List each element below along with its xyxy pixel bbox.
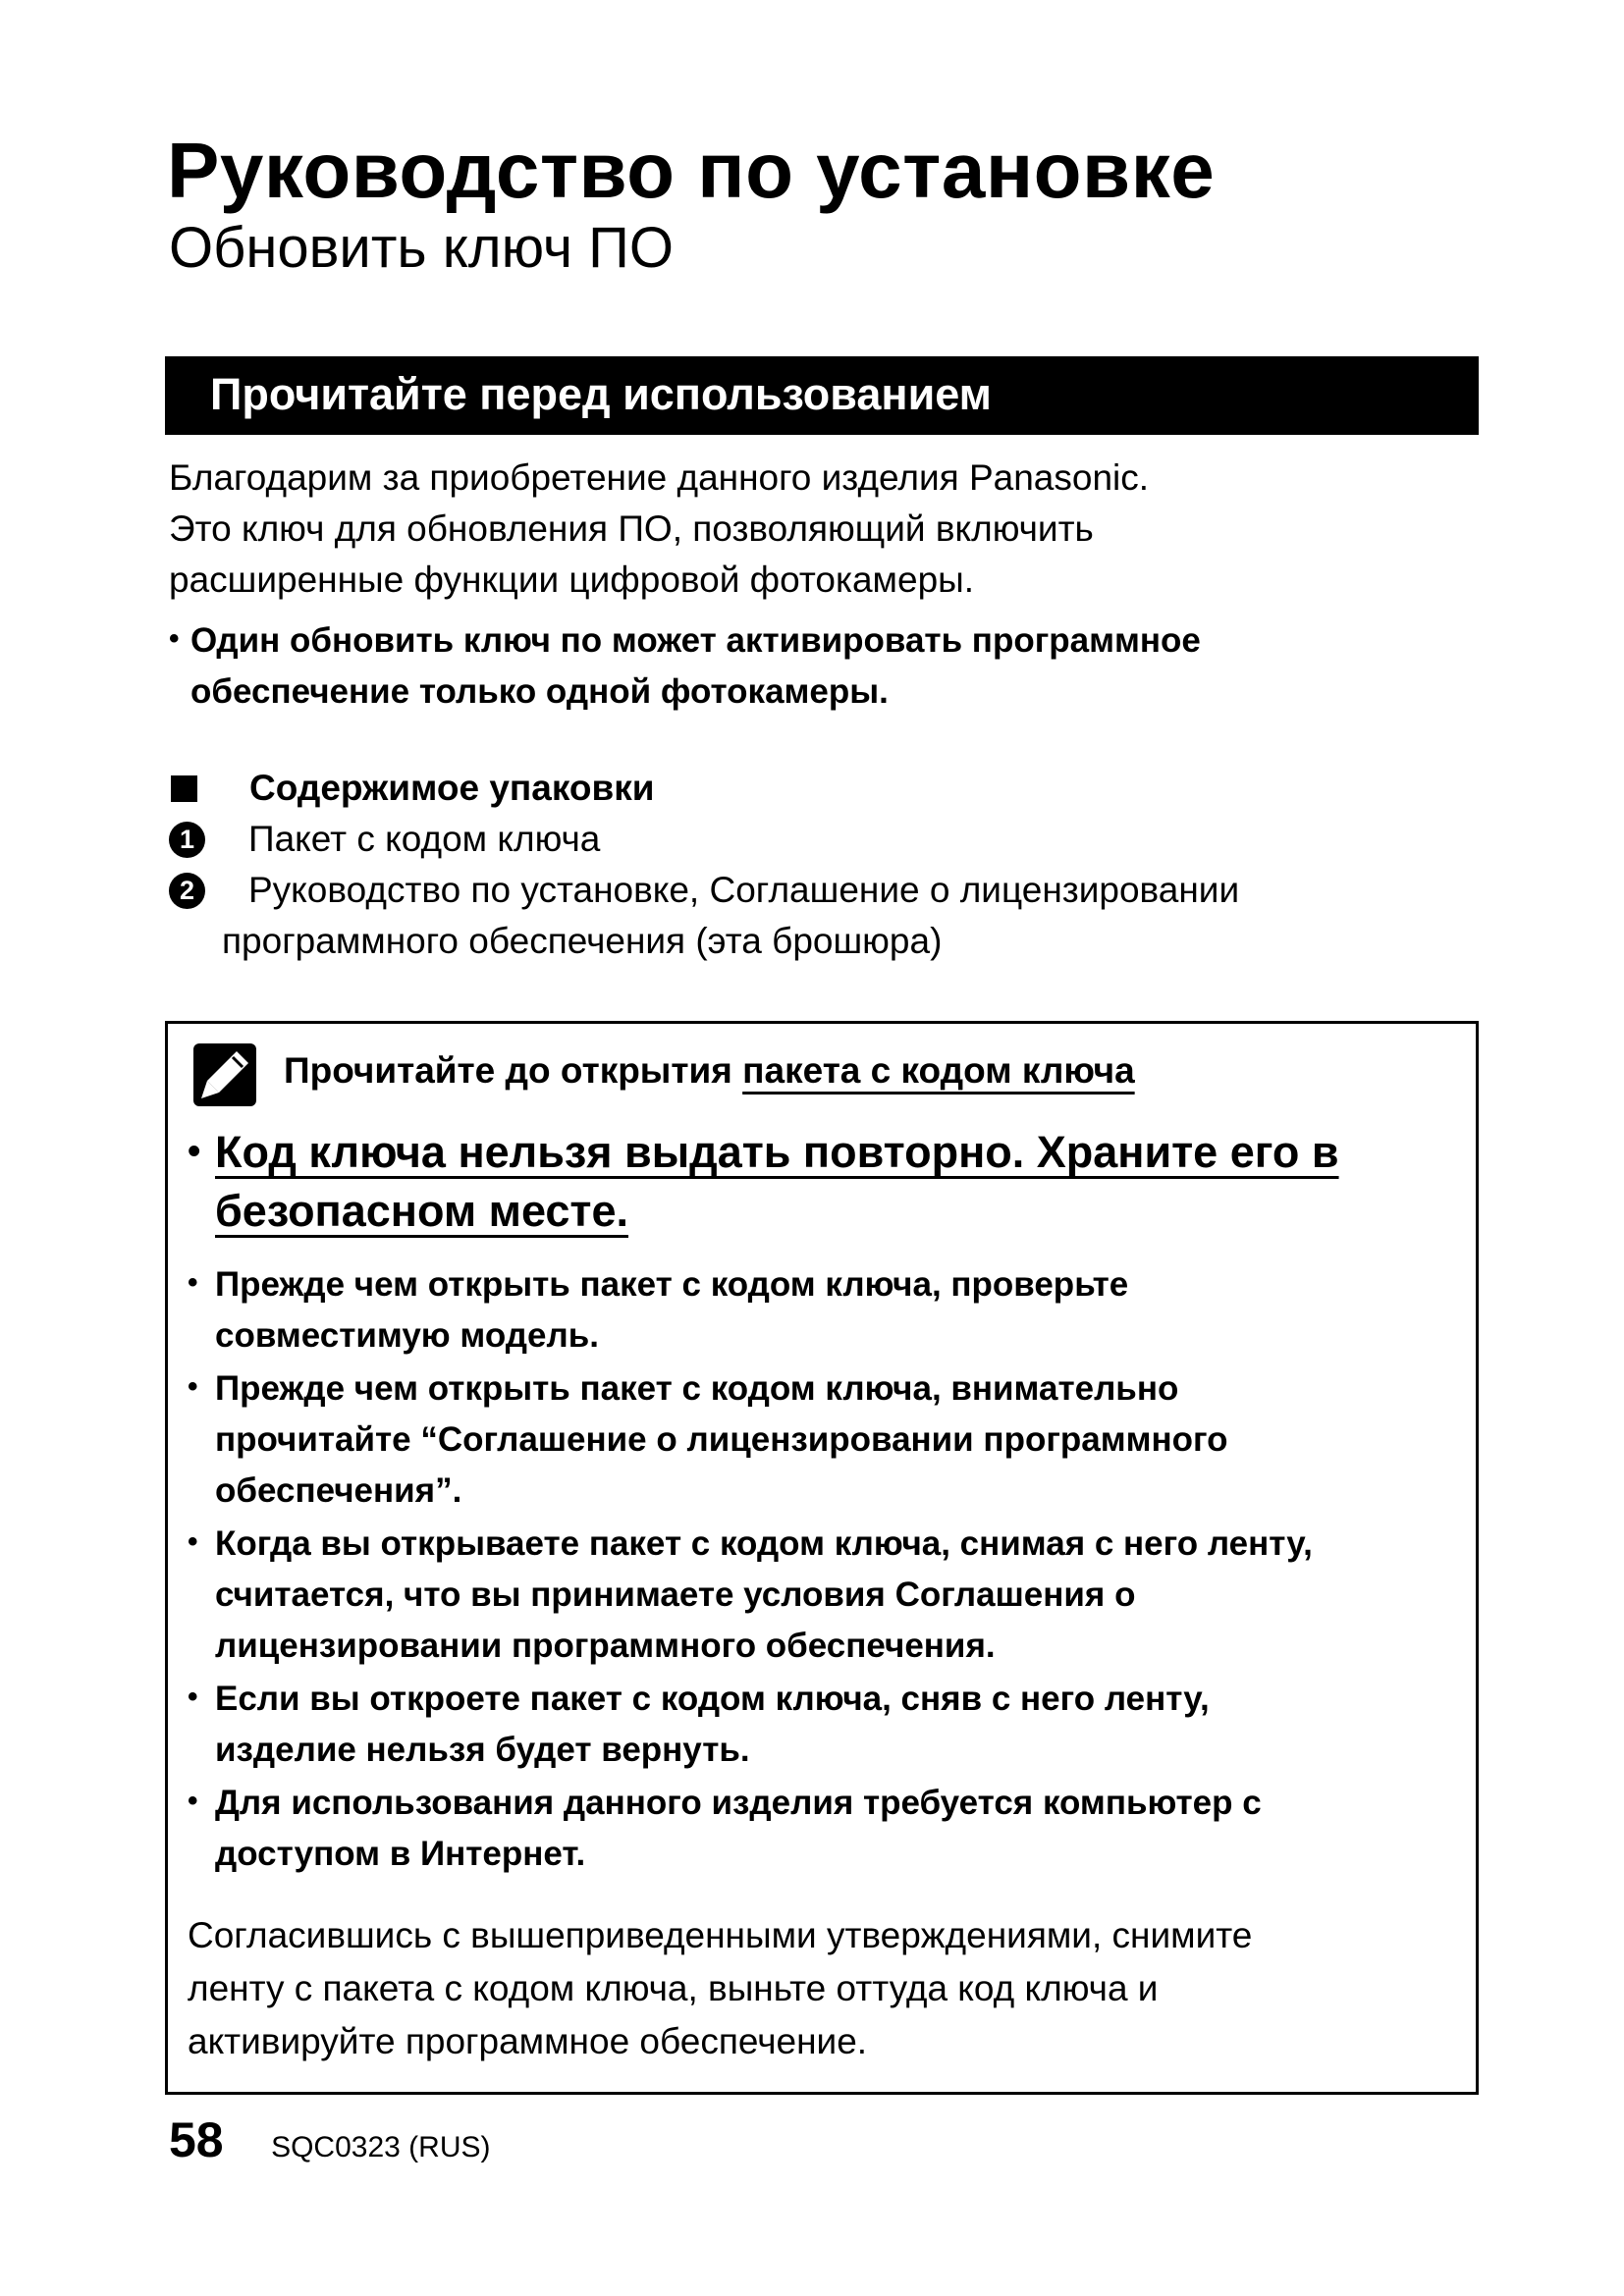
activation-note: [169, 614, 1465, 718]
contents-item-text: Руководство по установке, Соглашение о лицензировании: [248, 870, 1240, 910]
note-line: Один обновить ключ по может активировать программное: [190, 621, 1201, 660]
bullet-dot: •: [169, 622, 180, 655]
warning-line: Код ключа нельзя выдать повторно. Храните его в: [215, 1127, 1339, 1177]
page-number: 58: [169, 2112, 224, 2167]
list-item-line: обеспечения”.: [215, 1471, 462, 1510]
page-subtitle: Обновить ключ ПО: [169, 216, 674, 280]
contents-heading-text: Содержимое упаковки: [249, 768, 655, 808]
number-2-icon: 2: [169, 873, 205, 909]
intro-paragraph: [169, 453, 1475, 606]
intro-line: Это ключ для обновления ПО, позволяющий включить: [169, 508, 1094, 549]
contents-item-text: Пакет с кодом ключа: [248, 819, 601, 859]
closing-line: активируйте программное обеспечение.: [188, 2021, 868, 2061]
section-banner: [165, 356, 1479, 435]
intro-line: расширенные функции цифровой фотокамеры.: [169, 560, 975, 600]
bullet-dot: •: [188, 1370, 198, 1403]
closing-line: ленту с пакета с кодом ключа, выньте оттуда код ключа и: [188, 1968, 1159, 2008]
number-1-icon: 1: [169, 822, 205, 858]
list-item-line: Если вы откроете пакет с кодом ключа, сняв с него ленту,: [215, 1680, 1210, 1718]
list-item-line: доступом в Интернет.: [215, 1835, 586, 1873]
pencil-icon: [193, 1043, 256, 1106]
list-item-line: лицензировании программного обеспечения.: [215, 1627, 996, 1665]
bullet-dot: •: [188, 1266, 198, 1299]
list-item-line: Прежде чем открыть пакет с кодом ключа, проверьте: [215, 1265, 1129, 1304]
list-item-line: Прежде чем открыть пакет с кодом ключа, внимательно: [215, 1369, 1179, 1408]
page-footer: [169, 2110, 490, 2169]
notice-bullets: [188, 1257, 1464, 1880]
closing-line: Согласившись с вышеприведенными утверждениями, снимите: [188, 1915, 1253, 1955]
list-item-line: изделие нельзя будет вернуть.: [215, 1731, 750, 1769]
list-item-line: считается, что вы принимаете условия Соглашения о: [215, 1575, 1136, 1614]
closing-paragraph: [188, 1909, 1464, 2068]
intro-line: Благодарим за приобретение данного изделия Panasonic.: [169, 457, 1150, 498]
notice-heading-underlined: пакета с кодом ключа: [742, 1050, 1135, 1091]
notice-heading: [284, 1043, 1135, 1098]
contents-heading: [169, 763, 1475, 814]
contents-item: [169, 865, 1475, 916]
key-warning: [188, 1122, 1464, 1241]
contents-item: [169, 814, 1475, 865]
notice-heading-prefix: Прочитайте до открытия: [284, 1050, 743, 1091]
list-item-line: совместимую модель.: [215, 1316, 599, 1355]
list-item: [188, 1672, 1464, 1776]
contents-item-text: программного обеспечения (эта брошюра): [222, 921, 943, 961]
bullet-dot: •: [188, 1525, 198, 1558]
list-item-line: Когда вы открываете пакет с кодом ключа, снимая с него ленту,: [215, 1524, 1313, 1563]
list-item-line: прочитайте “Соглашение о лицензировании программного: [215, 1420, 1228, 1459]
square-bullet-icon: [171, 775, 197, 802]
list-item: [188, 1362, 1464, 1517]
bullet-dot: •: [188, 1131, 201, 1172]
list-item: [188, 1257, 1464, 1362]
banner-text: Прочитайте перед использованием: [210, 369, 992, 419]
warning-line: безопасном месте.: [215, 1186, 628, 1236]
list-item: [188, 1776, 1464, 1880]
page-title: Руководство по установке: [167, 127, 1216, 214]
document-code: SQC0323 (RUS): [271, 2131, 491, 2163]
notice-box: [165, 1021, 1479, 2095]
list-item: [188, 1517, 1464, 1672]
bullet-dot: •: [188, 1681, 198, 1713]
bullet-dot: •: [188, 1785, 198, 1817]
note-line: обеспечение только одной фотокамеры.: [190, 672, 889, 711]
package-contents: [169, 763, 1475, 967]
list-item-line: Для использования данного изделия требуется компьютер с: [215, 1784, 1262, 1822]
